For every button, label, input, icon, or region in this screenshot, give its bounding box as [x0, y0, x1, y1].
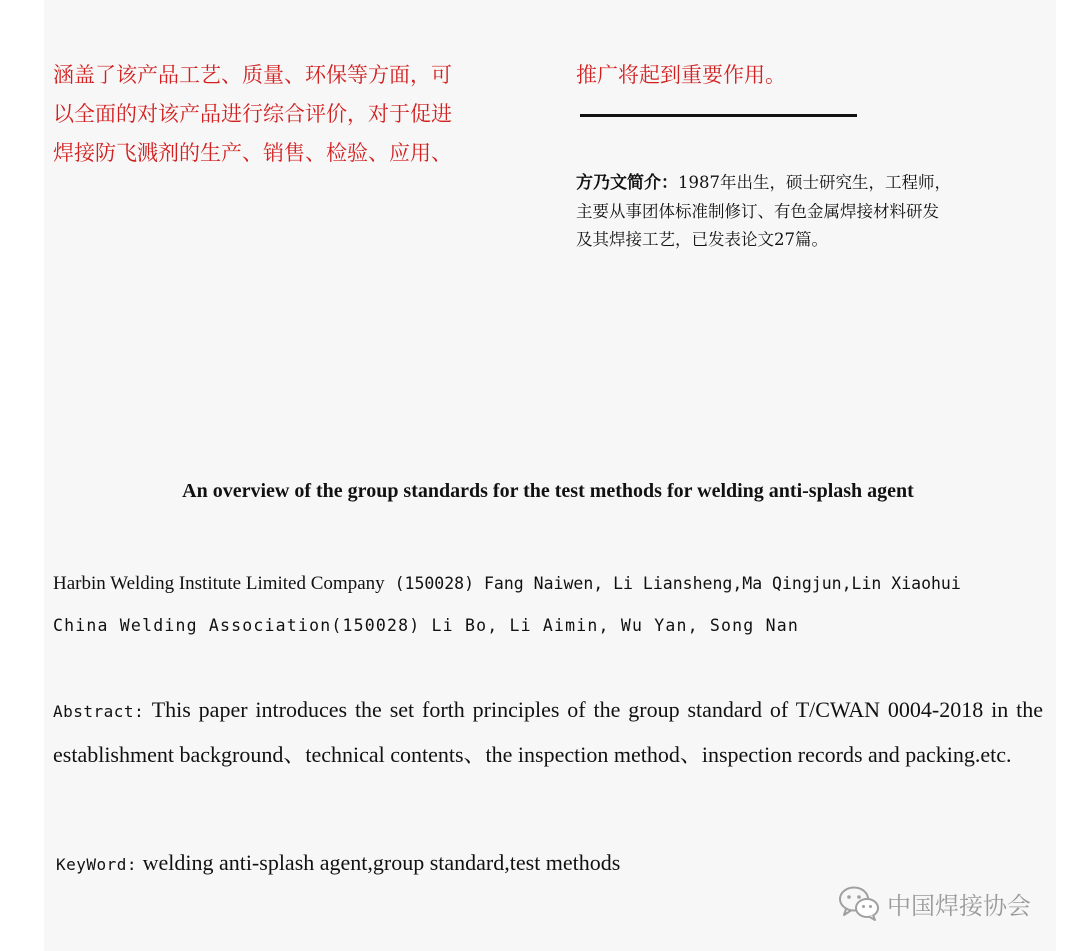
watermark-text: 中国焊接协会: [887, 891, 1031, 920]
affiliation-authors: (150028) Fang Naiwen, Li Liansheng,Ma Qingjun,Lin Xiaohui: [384, 574, 961, 593]
chinese-text-column-left: [53, 56, 533, 173]
abstract: [53, 688, 1043, 776]
bio-label: 方乃文简介：: [576, 173, 678, 193]
abstract-text: This paper introduces the set forth principles of the group standard of T/CWAN 0004-2018 in the establishment background、technical contents、the inspection method、inspection records and packing.etc.: [53, 697, 1043, 767]
bio-line: 主要从事团体标准制修订、有色金属焊接材料研发: [576, 201, 939, 221]
text-line: 涵盖了该产品工艺、质量、环保等方面，可: [53, 63, 452, 87]
section-divider: [580, 114, 857, 117]
watermark: [837, 883, 1031, 923]
keyword-text: welding anti-splash agent,group standard,test methods: [137, 850, 621, 875]
abstract-label: Abstract:: [53, 702, 145, 721]
text-line: 以全面的对该产品进行综合评价，对于促进: [53, 102, 452, 126]
english-title: An overview of the group standards for the test methods for welding anti-splash agent: [182, 480, 914, 502]
bio-line: 1987年出生，硕士研究生，工程师，: [678, 173, 951, 192]
keyword-label: KeyWord:: [56, 855, 138, 874]
author-affiliations: [53, 563, 961, 647]
affiliation-line: China Welding Association(150028) Li Bo, Li Aimin, Wu Yan, Song Nan: [53, 616, 799, 635]
text-line: 焊接防飞溅剂的生产、销售、检验、应用、: [53, 141, 452, 165]
affiliation-org: Harbin Welding Institute Limited Company: [53, 573, 385, 594]
chinese-text-continuation: 推广将起到重要作用。: [576, 63, 786, 87]
author-bio: [576, 169, 1056, 255]
wechat-icon: [837, 883, 881, 923]
keywords: [56, 850, 620, 876]
bio-line: 及其焊接工艺，已发表论文27篇。: [576, 230, 828, 249]
